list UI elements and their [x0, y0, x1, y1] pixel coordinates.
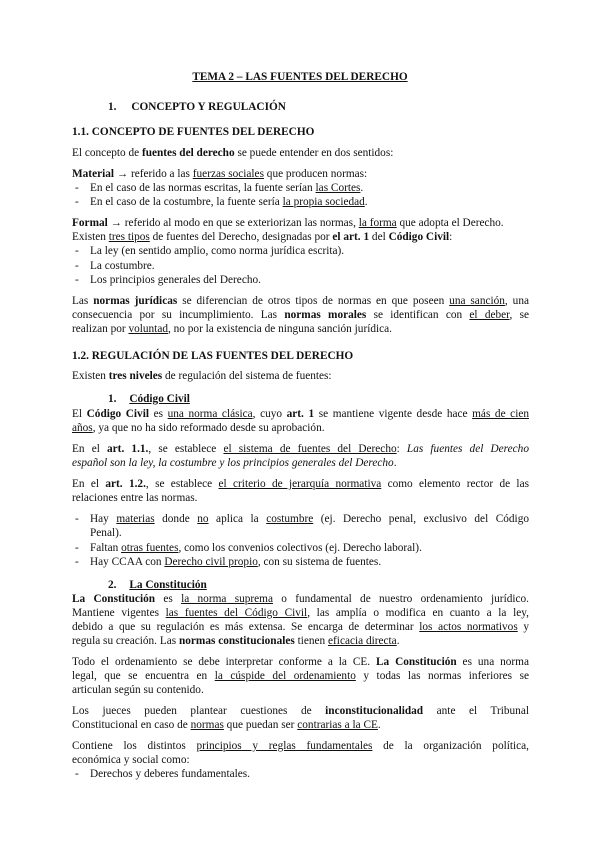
paragraph-line: económica y social como:: [72, 754, 190, 766]
list-item-continuation: Penal).: [90, 527, 122, 539]
paragraph-line: regula su creación. Las normas constitucionales tienen eficacia directa.: [72, 635, 400, 647]
paragraph-line: La Constitución es la norma suprema o fundamental de nuestro ordenamiento jurídico.: [72, 593, 529, 605]
dash-marker: -: [75, 245, 79, 257]
list-item: Hay CCAA con Derecho civil propio, con su sistema de fuentes.: [90, 556, 382, 568]
dash-marker: -: [75, 260, 79, 272]
paragraph-line: Todo el ordenamiento se debe interpretar conforme a la CE. La Constitución es una norma: [72, 656, 529, 668]
list-item: La costumbre.: [90, 260, 155, 272]
paragraph-line: Contiene los distintos principios y reglas fundamentales de la organización política,: [72, 740, 530, 752]
material-definition: Material → referido a las fuerzas sociales que producen normas:: [72, 168, 368, 180]
section-1-1-heading: 1.1. CONCEPTO DE FUENTES DEL DERECHO: [72, 126, 315, 138]
document-title: [0, 70, 600, 84]
paragraph-line: El Código Civil es una norma clásica, cuyo art. 1 se mantiene vigente desde hace más de cien: [72, 408, 529, 420]
section-1-2-heading: 1.2. REGULACIÓN DE LAS FUENTES DEL DERECHO: [72, 350, 354, 362]
paragraph-line: En el art. 1.1., se establece el sistema de fuentes del Derecho: Las fuentes del Derecho: [72, 443, 529, 455]
paragraph-line: debido a que su regulación es más extensa. Se encarga de determinar los actos normativos y: [72, 621, 529, 633]
constitucion-heading: 2. La Constitución: [108, 579, 207, 591]
paragraph-line: articulan según su contenido.: [72, 684, 204, 696]
dash-marker: -: [75, 542, 79, 554]
dash-marker: -: [75, 182, 79, 194]
paragraph-line: años, ya que no ha sido reformado desde su aprobación.: [72, 422, 325, 434]
list-item: La ley (en sentido amplio, como norma jurídica escrita).: [90, 245, 345, 257]
list-item: Los principios generales del Derecho.: [90, 274, 261, 286]
paragraph-line: Los jueces pueden plantear cuestiones de inconstitucionalidad ante el Tribunal: [72, 705, 529, 717]
dash-marker: -: [75, 556, 79, 568]
section-1-heading: 1. CONCEPTO Y REGULACIÓN: [108, 101, 286, 113]
paragraph-line: consecuencia por su incumplimiento. Las normas morales se identifican con el deber, se: [72, 309, 529, 321]
paragraph-line: realizan por voluntad, no por la existencia de ninguna sanción jurídica.: [72, 323, 392, 335]
list-item: Derechos y deberes fundamentales.: [90, 768, 250, 780]
paragraph-line: Mantiene vigentes las fuentes del Código Civil, las amplía o modifica en cuanto a la ley,: [72, 607, 529, 619]
fuentes-types-paragraph: Existen tres tipos de fuentes del Derecho, designadas por el art. 1 del Código Civil:: [72, 231, 453, 243]
dash-marker: -: [75, 768, 79, 780]
title-text: TEMA 2 – LAS FUENTES DEL DERECHO: [192, 71, 408, 83]
list-item: Faltan otras fuentes, como los convenios colectivos (ej. Derecho laboral).: [90, 542, 422, 554]
paragraph-line: Constitucional en caso de normas que puedan ser contrarias a la CE.: [72, 719, 381, 731]
list-item: En el caso de las normas escritas, la fuente serían las Cortes.: [90, 182, 364, 194]
paragraph-line: relaciones entre las normas.: [72, 492, 198, 504]
dash-marker: -: [75, 274, 79, 286]
codigo-civil-heading: 1. Código Civil: [108, 393, 190, 405]
list-item: En el caso de la costumbre, la fuente sería la propia sociedad.: [90, 196, 368, 208]
paragraph-line: español son la ley, la costumbre y los principios generales del Derecho.: [72, 457, 397, 469]
dash-marker: -: [75, 196, 79, 208]
paragraph-line: Las normas jurídicas se diferencian de otros tipos de normas en que poseen una sanción, una: [72, 295, 529, 307]
intro-paragraph: El concepto de fuentes del derecho se puede entender en dos sentidos:: [72, 147, 394, 159]
dash-marker: -: [75, 513, 79, 525]
intro-paragraph: Existen tres niveles de regulación del sistema de fuentes:: [72, 370, 332, 382]
list-item: Hay materias donde no aplica la costumbre (ej. Derecho penal, exclusivo del Código: [90, 513, 529, 525]
paragraph-line: En el art. 1.2., se establece el criterio de jerarquía normativa como elemento rector de las: [72, 478, 529, 490]
formal-definition: Formal → referido al modo en que se exteriorizan las normas, la forma que adopta el Derecho.: [72, 217, 504, 229]
paragraph-line: legal, que se encuentra en la cúspide del ordenamiento y todas las normas inferiores se: [72, 670, 530, 682]
